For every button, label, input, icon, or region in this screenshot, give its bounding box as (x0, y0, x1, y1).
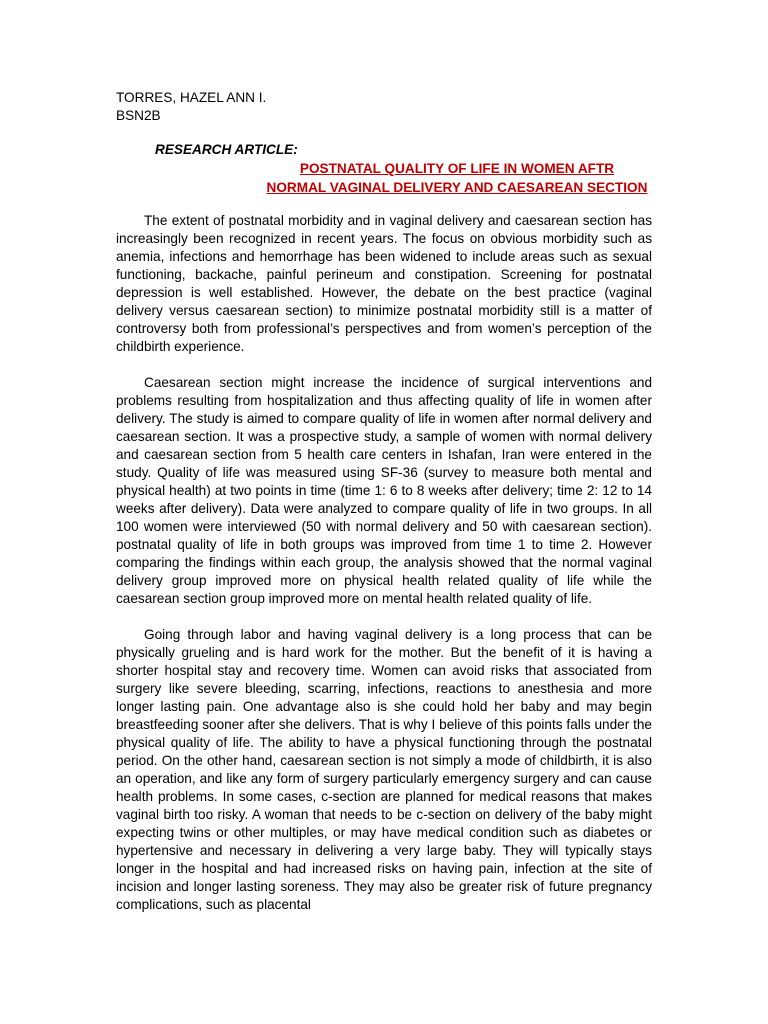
paragraph-2: Caesarean section might increase the incidence of surgical interventions and problems resulting from hospitalization and thus affecting quality of life in women after delivery. The study is aimed to compare quality of life in women after normal delivery and caesarean section. It was a prospective study, a sample of women with normal delivery and caesarean section from 5 health care centers in Ishafan, Iran were entered in the study. Quality of life was measured using SF-36 (survey to measure both mental and physical health) at two points in time (time 1: 6 to 8 weeks after delivery; time 2: 12 to 14 weeks after delivery). Data were analyzed to compare quality of life in two groups. In all 100 women were interviewed (50 with normal delivery and 50 with caesarean section). postnatal quality of life in both groups was improved from time 1 to time 2. However comparing the findings within each group, the analysis showed that the normal vaginal delivery group improved more on physical health related quality of life while the caesarean section group improved more on mental health related quality of life. (116, 375, 652, 606)
article-title-line-1 (262, 159, 652, 178)
article-title (262, 159, 652, 197)
student-header (116, 89, 266, 125)
article-title-line-2 (262, 178, 652, 197)
article-body (116, 212, 652, 932)
article-title-line-2-text: NORMAL VAGINAL DELIVERY AND CAESAREAN SECTION (266, 180, 648, 195)
student-section: BSN2B (116, 108, 161, 123)
student-name: TORRES, HAZEL ANN I. (116, 90, 267, 105)
article-title-line-1-text: POSTNATAL QUALITY OF LIFE IN WOMEN AFTR (299, 161, 615, 176)
research-article-label: RESEARCH ARTICLE: (155, 142, 298, 157)
paragraph-1: The extent of postnatal morbidity and in vaginal delivery and caesarean section has increasingly been recognized in recent years. The focus on obvious morbidity such as anemia, infections and hemorrhage has been widened to include areas such as sexual functioning, backache, painful perineum and constipation. Screening for postnatal depression is well established. However, the debate on the best practice (vaginal delivery versus caesarean section) to minimize postnatal morbidity still is a matter of controversy both from professional’s perspectives and from women’s perception of the childbirth experience. (116, 213, 652, 354)
paragraph-3: Going through labor and having vaginal delivery is a long process that can be physically grueling and is hard work for the mother. But the benefit of it is having a shorter hospital stay and recovery time. Women can avoid risks that associated from surgery like severe bleeding, scarring, infections, reactions to anesthesia and more longer lasting pain. One advantage also is she could hold her baby and may begin breastfeeding sooner after she delivers. That is why I believe of this points falls under the physical quality of life. The ability to have a physical functioning through the postnatal period. On the other hand, caesarean section is not simply a mode of childbirth, it is also an operation, and like any form of surgery particularly emergency surgery and can cause health problems. In some cases, c-section are planned for medical reasons that makes vaginal birth too risky. A woman that needs to be c-section on delivery of the baby might expecting twins or other multiples, or may have medical condition such as diabetes or hypertensive and necessary in delivering a very large baby. They will typically stays longer in the hospital and had increased risks on having pain, infection at the site of incision and longer lasting soreness. They may also be greater risk of future pregnancy complications, such as placental (116, 627, 652, 912)
